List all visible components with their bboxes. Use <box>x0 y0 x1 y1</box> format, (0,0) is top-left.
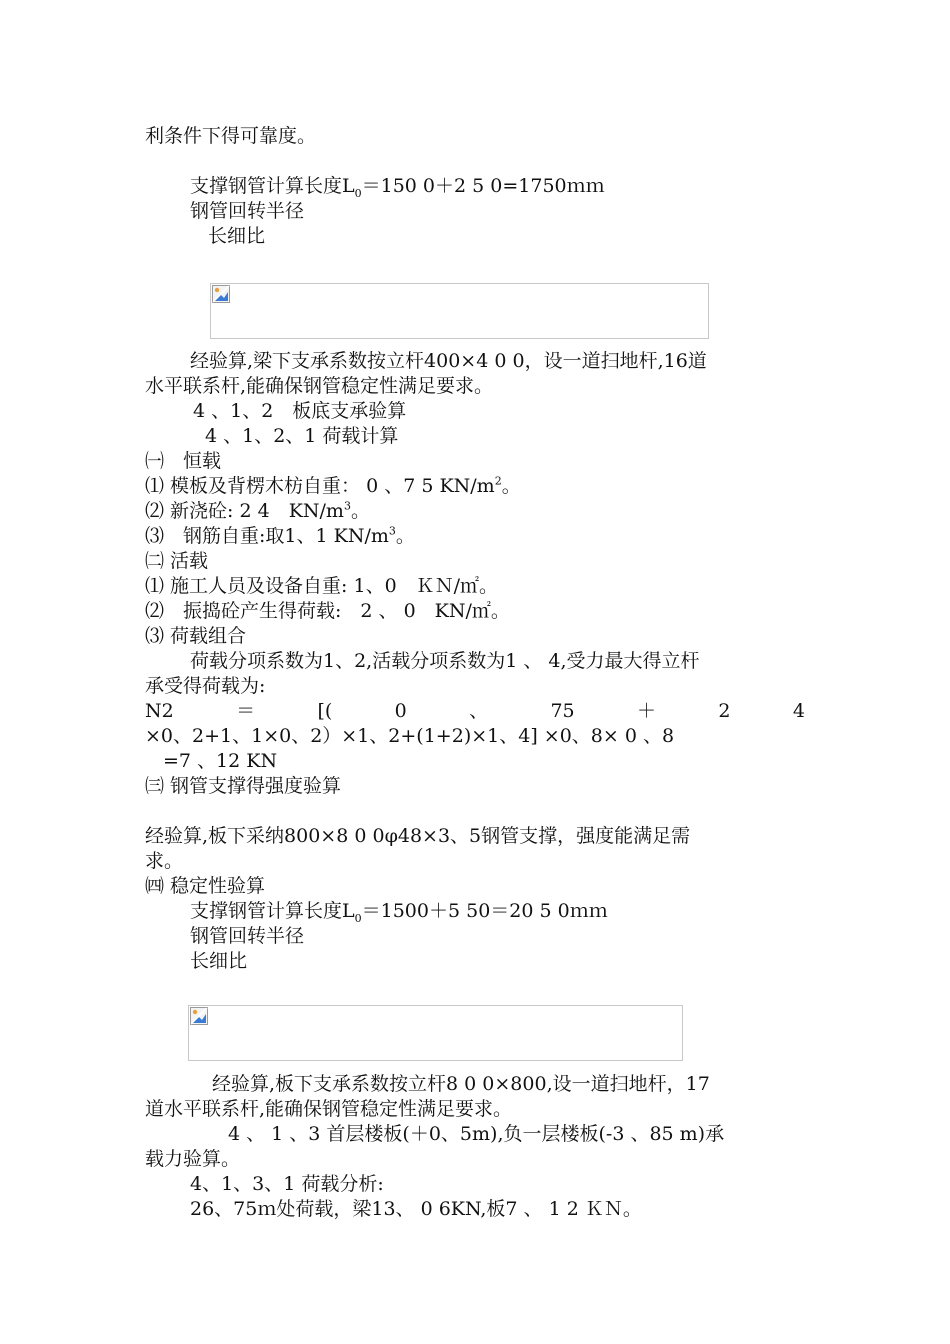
formula-token: 0 <box>394 700 407 722</box>
text-span: ⑴ 模板及背楞木枋自重： 0 、7 5 KN/m <box>145 475 495 497</box>
text-line: ㈢ 钢管支撑得强度验算 <box>145 775 342 797</box>
text-span: ＝1500＋5 50＝20 5 0ｍｍ <box>361 900 608 922</box>
text-span: ⑶ 钢筋自重:取1、1 KN/m <box>145 525 389 547</box>
section-heading: 4 、 1 、3 首层楼板(＋0、5m),负一层楼板(-3 、85 m)承 <box>228 1123 725 1145</box>
text-line <box>190 899 608 924</box>
superscript: 3 <box>343 499 351 513</box>
text-line: ㈠ 恒载 <box>145 450 222 472</box>
text-line: 道水平联系杆,能确保钢管稳定性满足要求。 <box>145 1098 513 1120</box>
text-line: ㈡ 活载 <box>145 550 209 572</box>
superscript: 2 <box>494 474 502 488</box>
text-span: 。 <box>501 475 521 497</box>
formula-line: =7 、12 KN <box>163 750 278 772</box>
superscript: 3 <box>388 524 396 538</box>
formula-line <box>145 699 805 724</box>
formula-line: ×0、2+1、1×0、2）×1、2+(1+2)×1、4] ×0、8× 0 、8 <box>145 725 675 747</box>
text-line: 经验算,梁下支承系数按立杆400×4 0 0，设一道扫地杆,16道 <box>190 350 707 372</box>
text-span: 支撑钢管计算长度L <box>190 900 355 922</box>
formula-image-placeholder <box>188 1005 683 1061</box>
text-line: 求。 <box>145 850 184 872</box>
text-span: ＝150 0＋2 5 0=1750ｍｍ <box>361 175 605 197</box>
text-line <box>145 499 370 524</box>
text-line: 经验算,板下支承系数按立杆8 0 0×800,设一道扫地杆，17 <box>212 1073 710 1095</box>
text-line <box>145 474 521 499</box>
subscript: 0 <box>354 911 362 925</box>
broken-image-icon <box>190 1007 208 1025</box>
text-span: 支撑钢管计算长度L <box>190 175 355 197</box>
text-line: ㈣ 稳定性验算 <box>145 875 266 897</box>
text-line: 荷载分项系数为1、2,活载分项系数为1 、 4,受力最大得立杆 <box>190 650 700 672</box>
section-heading: 4 、1、2、1 荷载计算 <box>205 425 399 447</box>
text-line: 水平联系杆,能确保钢管稳定性满足要求。 <box>145 375 494 397</box>
subscript: 0 <box>354 186 362 200</box>
formula-token: [( <box>317 700 333 722</box>
text-line: 钢管回转半径 <box>190 925 305 947</box>
text-line: 长细比 <box>190 950 248 972</box>
text-line <box>145 524 415 549</box>
formula-token: N2 <box>145 700 174 722</box>
text-span: ⑵ 新浇砼: 2 4 KN/m <box>145 500 344 522</box>
text-span: 。 <box>395 525 415 547</box>
formula-token: 、 <box>469 700 489 722</box>
text-line: 经验算,板下采纳800×8 0 0φ48×3、5钢管支撑，强度能满足需 <box>145 825 691 847</box>
text-line: 长细比 <box>208 225 266 247</box>
formula-token: 4 <box>792 700 805 722</box>
broken-image-icon <box>212 285 230 303</box>
formula-token: 2 <box>718 700 731 722</box>
text-span: 。 <box>350 500 370 522</box>
text-line: 载力验算。 <box>145 1148 241 1170</box>
text-line: 26、75ｍ处荷载，梁13、 0 6KN,板7 、 1 2 ＫＮ。 <box>190 1198 642 1220</box>
section-heading: 4 、1、2 板底支承验算 <box>193 400 407 422</box>
formula-image-placeholder <box>210 283 709 339</box>
text-line: 利条件下得可靠度。 <box>145 125 317 147</box>
text-line: 承受得荷载为: <box>145 675 266 697</box>
formula-token: 75 <box>550 700 575 722</box>
formula-token: ＋ <box>637 700 657 722</box>
text-line: 钢管回转半径 <box>190 200 305 222</box>
text-line <box>190 174 605 199</box>
formula-token: ＝ <box>236 700 256 722</box>
text-line: ⑶ 荷载组合 <box>145 625 247 647</box>
section-heading: 4、1、3、1 荷载分析: <box>190 1173 384 1195</box>
text-line: ⑵ 振捣砼产生得荷载: 2 、 0 KN/㎡。 <box>145 600 510 622</box>
text-line: ⑴ 施工人员及设备自重: 1、0 ＫＮ/㎡。 <box>145 575 499 597</box>
